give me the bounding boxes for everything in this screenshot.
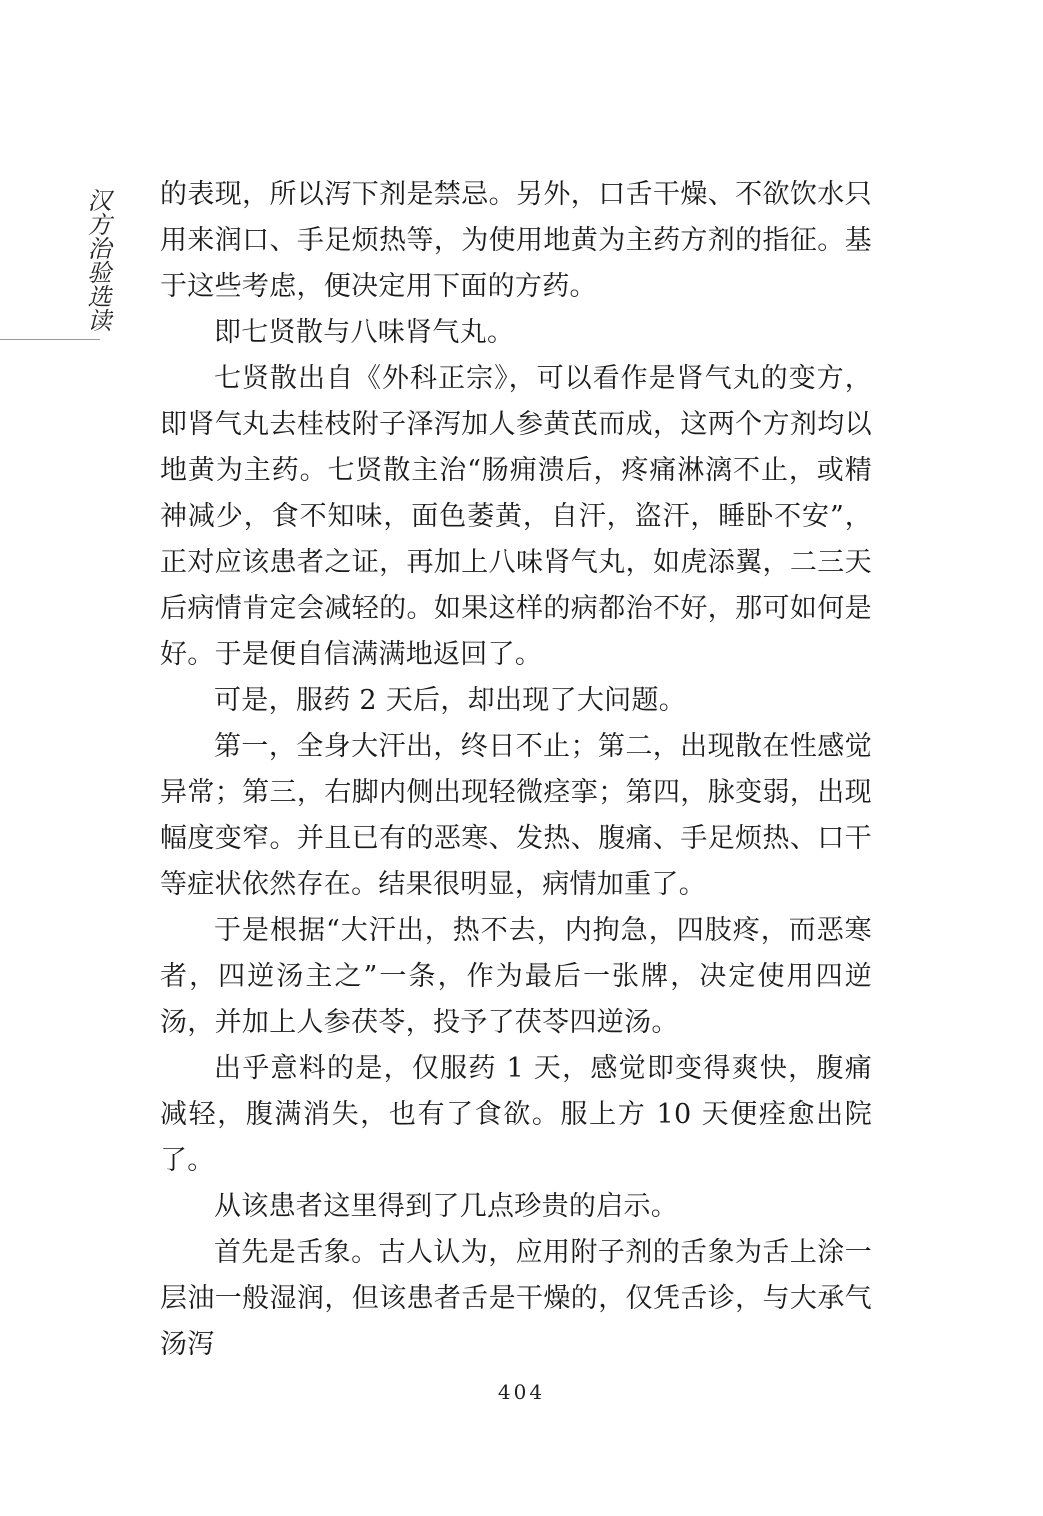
paragraph-3: 七贤散出自《外科正宗》，可以看作是肾气丸的变方，即肾气丸去桂枝附子泽泻加人参黄芪而成，这两个方剂均以地黄为主药。七贤散主治“肠痈溃后，疼痛淋漓不止，或精神减少，食不知味，面色萎黄，自汗，盗汗，睡卧不安”，正对应该患者之证，再加上八味肾气丸，如虎添翼，二三天后病情肯定会减轻的。如果这样的病都治不好，那可如何是好。于是便自信满满地返回了。 [160,363,872,670]
paragraph-4: 可是，服药 2 天后，却出现了大问题。 [214,685,687,716]
paragraph-6: 于是根据“大汗出，热不去，内拘急，四肢疼，而恶寒者，四逆汤主之”一条，作为最后一张牌，决定使用四逆汤，并加上人参茯苓，投予了茯苓四逆汤。 [160,915,872,1038]
paragraph-5: 第一，全身大汗出，终日不止；第二，出现散在性感觉异常；第三，右脚内侧出现轻微痉挛；第四，脉变弱，出现幅度变窄。并且已有的恶寒、发热、腹痛、手足烦热、口干等症状依然存在。结果很明显，病情加重了。 [160,731,872,900]
page-number: 404 [497,1380,546,1404]
running-title: 汉方治验选读 [83,188,111,332]
paragraph-7: 出乎意料的是，仅服药 1 天，感觉即变得爽快，腹痛减轻，腹满消失，也有了食欲。服上方 10 天便痊愈出院了。 [160,1053,872,1176]
header-rule [0,339,100,340]
paragraph-2: 即七贤散与八味肾气丸。 [214,317,515,348]
paragraph-9: 首先是舌象。古人认为，应用附子剂的舌象为舌上涂一层油一般湿润，但该患者舌是干燥的，仅凭舌诊，与大承气汤泻 [160,1237,872,1360]
paragraph-8: 从该患者这里得到了几点珍贵的启示。 [214,1191,679,1222]
body-text [160,172,872,1368]
paragraph-1: 的表现，所以泻下剂是禁忌。另外，口舌干燥、不欲饮水只用来润口、手足烦热等，为使用地黄为主药方剂的指征。基于这些考虑，便决定用下面的方药。 [160,179,872,302]
